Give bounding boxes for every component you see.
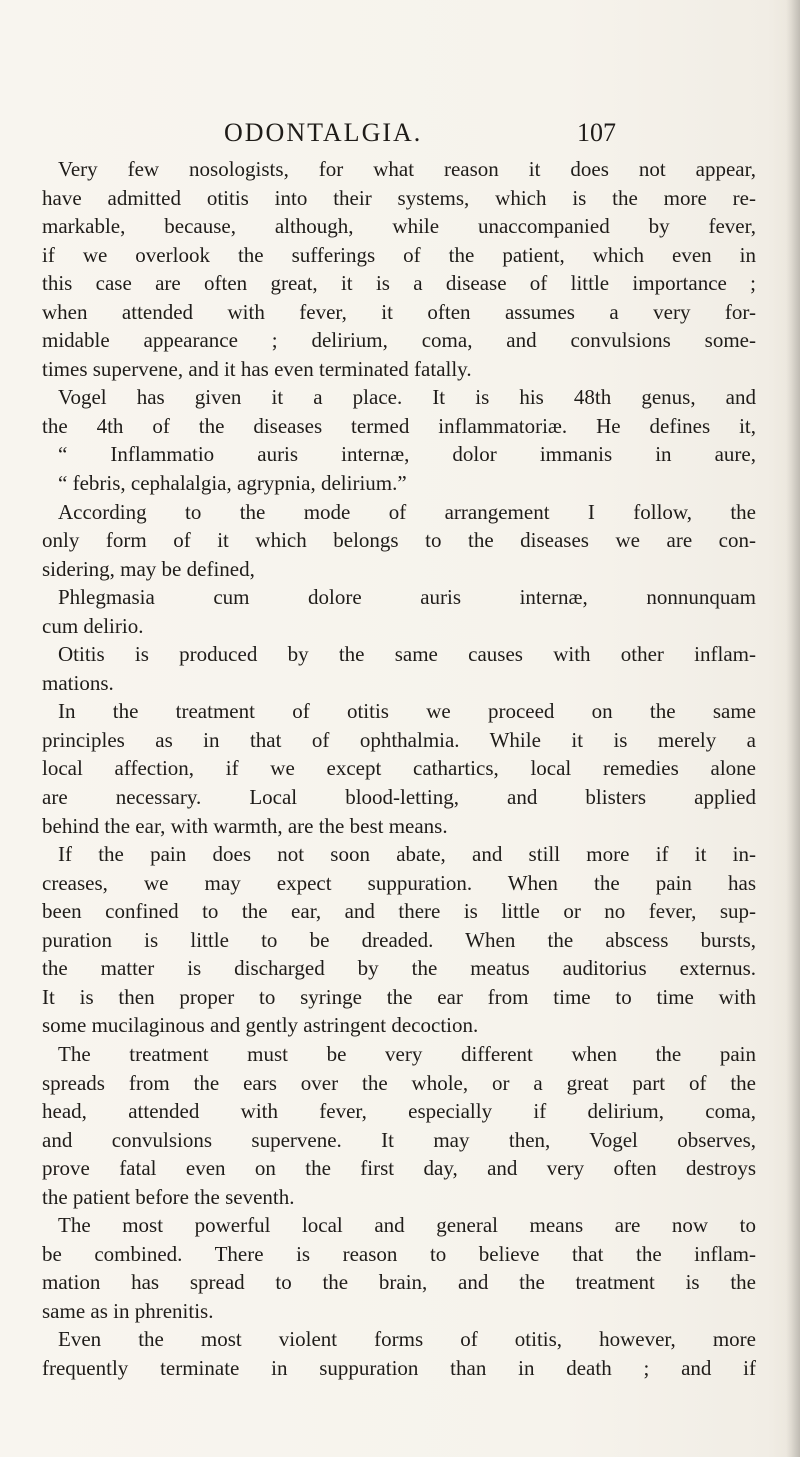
text-line: The treatment must be very different when the pain: [58, 1041, 756, 1066]
text-line: spreads from the ears over the whole, or a great part of the: [42, 1070, 756, 1095]
text-line: behind the ear, with warmth, are the best means.: [42, 813, 448, 838]
text-line: markable, because, although, while unaccompanied by fever,: [42, 214, 756, 239]
quotation-line: “ Inflammatio auris internæ, dolor immanis in aure,: [58, 442, 756, 467]
text-line: been confined to the ear, and there is little or no fever, sup-: [42, 899, 756, 924]
definition-line: cum delirio.: [42, 613, 144, 638]
text-line: mations.: [42, 670, 114, 695]
text-line: some mucilaginous and gently astringent decoction.: [42, 1013, 479, 1038]
text-line: frequently terminate in suppuration than in death ; and if: [42, 1355, 756, 1380]
text-line: are necessary. Local blood-letting, and blisters applied: [42, 785, 756, 810]
text-line: be combined. There is reason to believe that the inflam-: [42, 1241, 756, 1266]
text-line: midable appearance ; delirium, coma, and convulsions some-: [42, 328, 756, 353]
text-line: Otitis is produced by the same causes with other inflam-: [58, 642, 756, 667]
text-line: According to the mode of arrangement I follow, the: [58, 499, 756, 524]
running-head: ODONTALGIA.: [224, 118, 423, 147]
text-line: local affection, if we except cathartics, local remedies alone: [42, 756, 756, 781]
text-line: sidering, may be defined,: [42, 556, 255, 581]
text-line: creases, we may expect suppuration. When the pain has: [42, 870, 756, 895]
text-line: the patient before the seventh.: [42, 1184, 295, 1209]
text-line: same as in phrenitis.: [42, 1298, 214, 1323]
text-line: Vogel has given it a place. It is his 48th genus, and: [58, 385, 756, 410]
body-text: [42, 155, 756, 1383]
text-line: and convulsions supervene. It may then, Vogel observes,: [42, 1127, 756, 1152]
text-line: times supervene, and it has even terminated fatally.: [42, 356, 472, 381]
text-line: head, attended with fever, especially if delirium, coma,: [42, 1099, 756, 1124]
text-line: when attended with fever, it often assumes a very for-: [42, 299, 756, 324]
text-line: the matter is discharged by the meatus auditorius externus.: [42, 956, 756, 981]
text-line: prove fatal even on the first day, and very often destroys: [42, 1156, 756, 1181]
definition-line: Phlegmasia cum dolore auris internæ, nonnunquam: [58, 585, 756, 610]
text-line: The most powerful local and general means are now to: [58, 1213, 756, 1238]
text-line: Even the most violent forms of otitis, however, more: [58, 1327, 756, 1352]
page-number: 107: [577, 118, 616, 147]
text-line: this case are often great, it is a disease of little importance ;: [42, 271, 756, 296]
binding-edge-shadow: [786, 0, 800, 1457]
text-line: only form of it which belongs to the diseases we are con-: [42, 528, 756, 553]
text-line: It is then proper to syringe the ear from time to time with: [42, 984, 756, 1009]
quotation-line: “ febris, cephalalgia, agrypnia, delirium.”: [58, 471, 407, 496]
page-header: [0, 116, 800, 150]
text-line: the 4th of the diseases termed inflammatoriæ. He defines it,: [42, 413, 756, 438]
text-line: Very few nosologists, for what reason it does not appear,: [58, 157, 756, 181]
text-line: have admitted otitis into their systems, which is the more re-: [42, 185, 756, 210]
text-line: if we overlook the sufferings of the patient, which even in: [42, 242, 756, 267]
text-line: puration is little to be dreaded. When the abscess bursts,: [42, 927, 756, 952]
text-line: principles as in that of ophthalmia. While it is merely a: [42, 727, 756, 752]
text-line: If the pain does not soon abate, and still more if it in-: [58, 842, 756, 867]
text-line: mation has spread to the brain, and the treatment is the: [42, 1270, 756, 1295]
text-line: In the treatment of otitis we proceed on the same: [58, 699, 756, 724]
